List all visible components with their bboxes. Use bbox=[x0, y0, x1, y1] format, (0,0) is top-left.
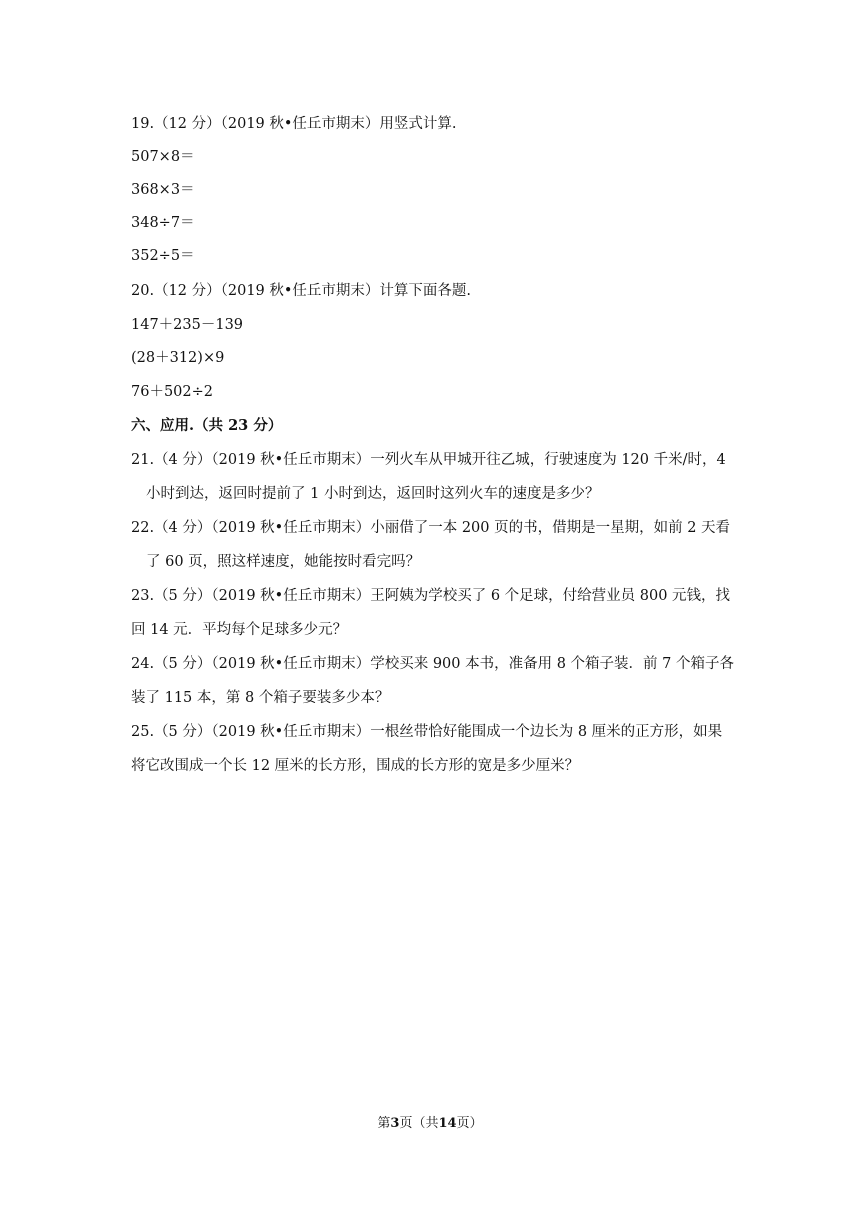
footer-prefix: 第 bbox=[377, 1116, 391, 1131]
question-22-line-1: 22.（4 分）（2019 秋•任丘市期末）小丽借了一本 200 页的书，借期是一星期，如前 2 天看 bbox=[131, 520, 731, 536]
footer-suffix: 页） bbox=[456, 1116, 483, 1131]
q19-item-1: 507×8＝ bbox=[131, 149, 195, 165]
footer-total-pages: 14 bbox=[438, 1116, 457, 1131]
question-25-line-1: 25.（5 分）（2019 秋•任丘市期末）一根丝带恰好能围成一个边长为 8 厘米的正方形，如果 bbox=[131, 724, 723, 740]
question-21-line-2: 小时到达，返回时提前了 1 小时到达，返回时这列火车的速度是多少？ bbox=[146, 486, 600, 502]
question-24-line-2: 装了 115 本，第 8 个箱子要装多少本？ bbox=[131, 690, 390, 706]
question-25-line-2: 将它改围成一个长 12 厘米的长方形，围成的长方形的宽是多少厘米？ bbox=[131, 758, 580, 774]
question-22-line-2: 了 60 页，照这样速度，她能按时看完吗？ bbox=[146, 554, 421, 570]
question-23-line-1: 23.（5 分）（2019 秋•任丘市期末）王阿姨为学校买了 6 个足球，付给营业员 800 元钱，找 bbox=[131, 588, 731, 604]
q20-item-1: 147＋235－139 bbox=[131, 317, 244, 333]
q20-item-3: 76＋502÷2 bbox=[131, 384, 214, 400]
footer-mid: 页（共 bbox=[399, 1116, 439, 1131]
q20-item-2: (28＋312)×9 bbox=[131, 350, 225, 366]
question-24-line-1: 24.（5 分）（2019 秋•任丘市期末）学校买来 900 本书，准备用 8 个箱子装．前 7 个箱子各 bbox=[131, 656, 734, 672]
page-footer bbox=[0, 1112, 860, 1131]
section-6-heading: 六、应用.（共 23 分） bbox=[131, 417, 283, 434]
question-21-line-1: 21.（4 分）（2019 秋•任丘市期末）一列火车从甲城开往乙城，行驶速度为 120 千米/时，4 bbox=[131, 452, 726, 468]
q19-item-4: 352÷5＝ bbox=[131, 248, 195, 264]
q19-item-3: 348÷7＝ bbox=[131, 215, 195, 231]
question-23-line-2: 回 14 元．平均每个足球多少元？ bbox=[131, 622, 348, 638]
question-19-title: 19.（12 分）（2019 秋•任丘市期末）用竖式计算. bbox=[131, 116, 457, 132]
q19-item-2: 368×3＝ bbox=[131, 182, 195, 198]
footer-page-number: 3 bbox=[390, 1116, 400, 1131]
question-20-title: 20.（12 分）（2019 秋•任丘市期末）计算下面各题. bbox=[131, 283, 472, 299]
